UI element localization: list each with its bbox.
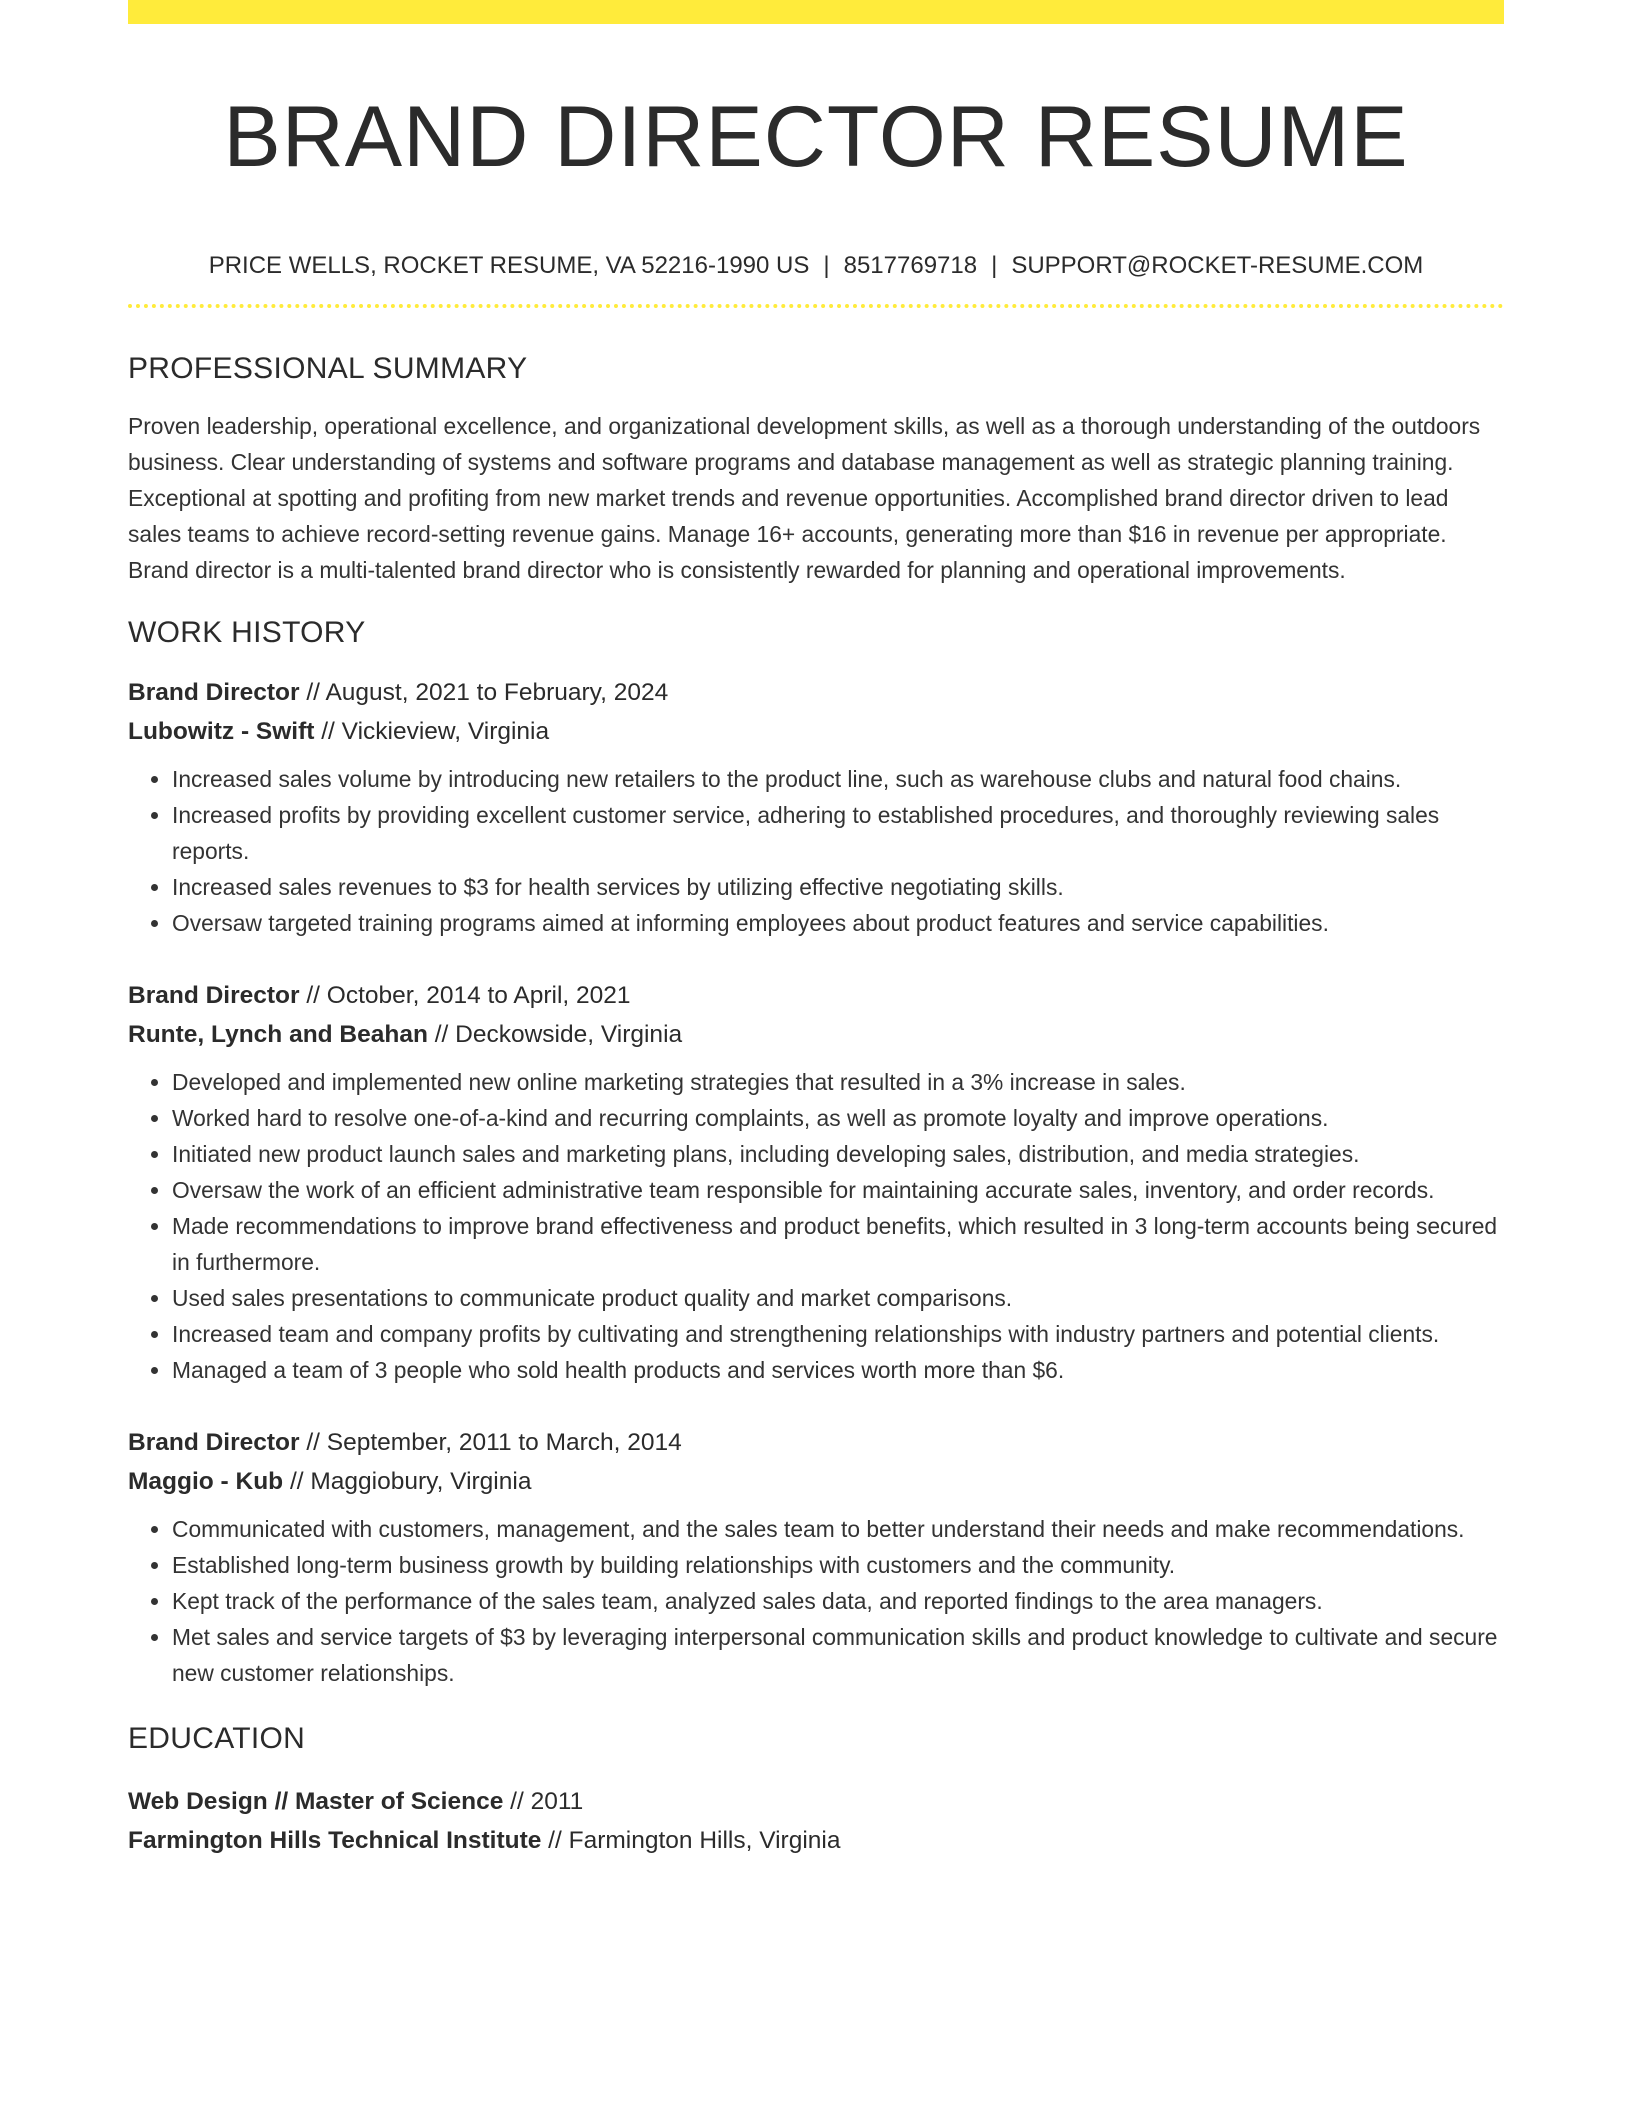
contact-separator: | xyxy=(823,252,830,279)
job-location: Deckowside, Virginia xyxy=(455,1021,683,1048)
job-title-line xyxy=(128,673,1504,712)
job-separator: // xyxy=(283,1468,311,1495)
contact-email: SUPPORT@ROCKET-RESUME.COM xyxy=(1011,252,1424,279)
job-bullets xyxy=(128,761,1504,941)
job-dates: August, 2021 to February, 2024 xyxy=(325,679,669,706)
job-bullet: • Worked hard to resolve one-of-a-kind and recurring complaints, as well as promote loyalty and improve operations. xyxy=(172,1100,1504,1136)
education-location: Farmington Hills, Virginia xyxy=(568,1827,841,1854)
education-heading: EDUCATION xyxy=(128,1722,306,1755)
job-location: Vickieview, Virginia xyxy=(341,718,550,745)
job-company-line xyxy=(128,1462,1504,1501)
education-separator: // xyxy=(541,1827,569,1854)
contact-separator: | xyxy=(991,252,998,279)
job-bullet: • Developed and implemented new online marketing strategies that resulted in a 3% increase in sales. xyxy=(172,1064,1504,1100)
job-title: Brand Director xyxy=(128,982,300,1009)
job-title: Brand Director xyxy=(128,1429,300,1456)
job-entry xyxy=(128,1423,1504,1691)
education-separator: // xyxy=(503,1788,531,1815)
job-location: Maggiobury, Virginia xyxy=(310,1468,532,1495)
job-bullet: • Communicated with customers, management, and the sales team to better understand their needs and make recommendations. xyxy=(172,1511,1504,1547)
job-bullet: • Oversaw targeted training programs aimed at informing employees about product features and service capabilities. xyxy=(172,905,1504,941)
job-bullets xyxy=(128,1064,1504,1388)
job-bullet: • Kept track of the performance of the sales team, analyzed sales data, and reported findings to the area managers. xyxy=(172,1583,1504,1619)
job-bullet: • Made recommendations to improve brand effectiveness and product benefits, which resulted in 3 long-term accounts being secured in furthermore. xyxy=(172,1208,1504,1280)
job-bullet: • Initiated new product launch sales and marketing plans, including developing sales, distribution, and media strategies. xyxy=(172,1136,1504,1172)
job-bullet: • Managed a team of 3 people who sold health products and services worth more than $6. xyxy=(172,1352,1504,1388)
job-bullet: • Met sales and service targets of $3 by leveraging interpersonal communication skills and product knowledge to cultivate and secure new customer relationships. xyxy=(172,1619,1504,1691)
job-company-line xyxy=(128,1015,1504,1054)
education-degree: Web Design // Master of Science xyxy=(128,1788,504,1815)
job-title-line xyxy=(128,1423,1504,1462)
job-bullet: • Increased profits by providing excellent customer service, adhering to established procedures, and thoroughly reviewing sales reports. xyxy=(172,797,1504,869)
job-bullet: • Increased sales revenues to $3 for health services by utilizing effective negotiating skills. xyxy=(172,869,1504,905)
summary-heading: PROFESSIONAL SUMMARY xyxy=(128,352,528,385)
job-separator: // xyxy=(427,1021,456,1048)
contact-line xyxy=(128,250,1504,282)
job-title: Brand Director xyxy=(128,679,300,706)
job-bullet: • Used sales presentations to communicate product quality and market comparisons. xyxy=(172,1280,1504,1316)
education-entry xyxy=(128,1782,1504,1860)
job-company: Lubowitz - Swift xyxy=(128,718,315,745)
job-bullet: • Oversaw the work of an efficient administrative team responsible for maintaining accurate sales, inventory, and order records. xyxy=(172,1172,1504,1208)
job-entry xyxy=(128,673,1504,941)
dotted-divider xyxy=(128,304,1504,308)
job-bullets xyxy=(128,1511,1504,1691)
education-school: Farmington Hills Technical Institute xyxy=(128,1827,542,1854)
education-school-line xyxy=(128,1821,1504,1860)
work-history-heading: WORK HISTORY xyxy=(128,616,366,649)
job-bullet: • Increased team and company profits by cultivating and strengthening relationships with industry partners and potential clients. xyxy=(172,1316,1504,1352)
accent-bar xyxy=(128,0,1504,24)
job-entry xyxy=(128,976,1504,1388)
education-year: 2011 xyxy=(530,1788,584,1815)
resume-page xyxy=(128,0,1504,1860)
job-separator: // xyxy=(314,718,342,745)
job-company-line xyxy=(128,712,1504,751)
page-title: BRAND DIRECTOR RESUME xyxy=(223,89,1409,185)
job-bullet: • Increased sales volume by introducing new retailers to the product line, such as warehouse clubs and natural food chains. xyxy=(172,761,1504,797)
job-dates: September, 2011 to March, 2014 xyxy=(326,1429,682,1456)
contact-address: PRICE WELLS, ROCKET RESUME, VA 52216-1990 US xyxy=(208,252,810,279)
job-company: Runte, Lynch and Beahan xyxy=(128,1021,428,1048)
job-title-line xyxy=(128,976,1504,1015)
job-company: Maggio - Kub xyxy=(128,1468,284,1495)
contact-phone: 8517769718 xyxy=(843,252,978,279)
job-separator: // xyxy=(299,982,327,1009)
education-degree-line xyxy=(128,1782,1504,1821)
job-dates: October, 2014 to April, 2021 xyxy=(326,982,631,1009)
job-bullet: • Established long-term business growth by building relationships with customers and the community. xyxy=(172,1547,1504,1583)
work-history-list xyxy=(128,673,1504,1691)
job-separator: // xyxy=(299,1429,327,1456)
job-separator: // xyxy=(299,679,326,706)
summary-text: Proven leadership, operational excellence, and organizational development skills, as well as a thorough understanding of the outdoors business. Clear understanding of systems and software programs and database management as well as strategic planning training. Exceptional at spotting and profiting from new market trends and revenue opportunities. Accomplished brand director driven to lead sales teams to achieve record-setting revenue gains. Manage 16+ accounts, generating more than $16 in revenue per appropriate. Brand director is a multi-talented brand director who is consistently rewarded for planning and operational improvements. xyxy=(128,413,1481,583)
